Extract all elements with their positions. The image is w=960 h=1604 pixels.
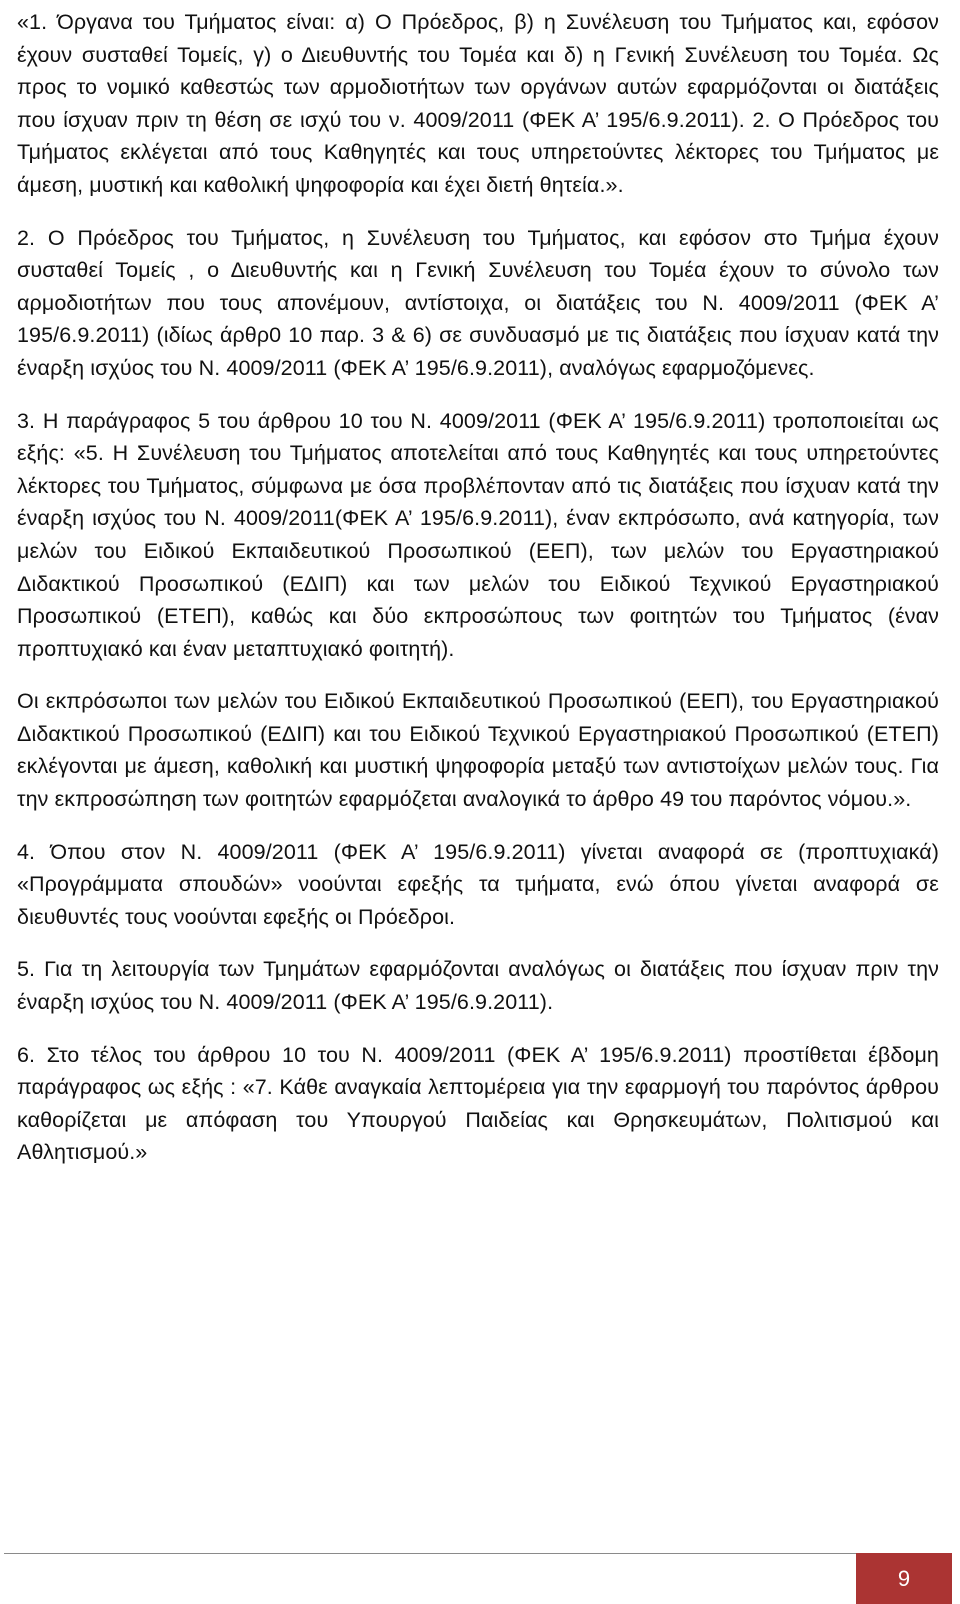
- page-number-badge: 9: [856, 1553, 952, 1604]
- paragraph-1: «1. Όργανα του Τμήματος είναι: α) Ο Πρόεδρος, β) η Συνέλευση του Τμήματος και, εφόσον έχουν συσταθεί Τομείς, γ) ο Διευθυντής του Τομέα και δ) η Γενική Συνέλευση του Τομέα. Ως προς το νομικό καθεστώς των αρμοδιοτήτων των οργάνων αυτών εφαρμόζονται οι διατάξεις που ίσχυαν πριν τη θέση σε ισχύ του ν. 4009/2011 (ΦΕΚ Α’ 195/6.9.2011). 2. Ο Πρόεδρος του Τμήματος εκλέγεται από τους Καθηγητές και τους υπηρετούντες λέκτορες του Τμήματος με άμεση, μυστική και καθολική ψηφοφορία και έχει διετή θητεία.».: [17, 10, 939, 197]
- paragraph-3: 3. Η παράγραφος 5 του άρθρου 10 του Ν. 4009/2011 (ΦΕΚ Α’ 195/6.9.2011) τροποποιείται ως εξής: «5. Η Συνέλευση του Τμήματος αποτελείται από τους Καθηγητές και τους υπηρετούντες λέκτορες του Τμήματος, σύμφωνα με όσα προβλέπονταν από τις διατάξεις που ίσχυαν κατά την έναρξη ισχύος του Ν. 4009/2011(ΦΕΚ Α’ 195/6.9.2011), έναν εκπρόσωπο, ανά κατηγορία, των μελών του Ειδικού Εκπαιδευτικού Προσωπικού (ΕΕΠ), των μελών του Εργαστηριακού Διδακτικού Προσωπικού (ΕΔΙΠ) και των μελών του Ειδικού Τεχνικού Εργαστηριακού Προσωπικού (ΕΤΕΠ), καθώς και δύο εκπροσώπους των φοιτητών του Τμήματος (έναν προπτυχιακό και έναν μεταπτυχιακό φοιτητή).: [17, 408, 939, 661]
- document-body: [17, 6, 939, 1189]
- paragraph-7: 6. Στο τέλος του άρθρου 10 του Ν. 4009/2011 (ΦΕΚ Α’ 195/6.9.2011) προστίθεται έβδομη παράγραφος ως εξής : «7. Κάθε αναγκαία λεπτομέρεια για την εφαρμογή του παρόντος άρθρου καθορίζεται με απόφαση του Υπουργού Παιδείας και Θρησκευμάτων, Πολιτισμού και Αθλητισμού.»: [17, 1042, 939, 1165]
- paragraph-5: 4. Όπου στον Ν. 4009/2011 (ΦΕΚ Α’ 195/6.9.2011) γίνεται αναφορά σε (προπτυχιακά) «Προγράμματα σπουδών» νοούνται εφεξής τα τμήματα, ενώ όπου γίνεται αναφορά σε διευθυντές τους νοούνται εφεξής οι Πρόεδροι.: [17, 839, 939, 929]
- paragraph-4: Οι εκπρόσωποι των μελών του Ειδικού Εκπαιδευτικού Προσωπικού (ΕΕΠ), του Εργαστηριακού Διδακτικού Προσωπικού (ΕΔΙΠ) και του Ειδικού Τεχνικού Εργαστηριακού Προσωπικού (ΕΤΕΠ) εκλέγονται με άμεση, καθολική και μυστική ψηφοφορία μεταξύ των αντιστοίχων μελών τους. Για την εκπροσώπηση των φοιτητών εφαρμόζεται αναλογικά το άρθρο 49 του παρόντος νόμου.».: [17, 689, 939, 812]
- paragraph-6: 5. Για τη λειτουργία των Τμημάτων εφαρμόζονται αναλόγως οι διατάξεις που ίσχυαν πριν την έναρξη ισχύος του Ν. 4009/2011 (ΦΕΚ Α’ 195/6.9.2011).: [17, 957, 939, 1015]
- footer-divider: [4, 1553, 856, 1554]
- paragraph-2: 2. Ο Πρόεδρος του Τμήματος, η Συνέλευση του Τμήματος, και εφόσον στο Τμήμα έχουν συσταθεί Τομείς , ο Διευθυντής και η Γενική Συνέλευση του Τομέα έχουν το σύνολο των αρμοδιοτήτων που τους απονέμουν, αντίστοιχα, οι διατάξεις του Ν. 4009/2011 (ΦΕΚ Α’ 195/6.9.2011) (ιδίως άρθρ0 10 παρ. 3 & 6) σε συνδυασμό με τις διατάξεις που ίσχυαν κατά την έναρξη ισχύος του Ν. 4009/2011 (ΦΕΚ Α’ 195/6.9.2011), αναλόγως εφαρμοζόμενες.: [17, 225, 939, 380]
